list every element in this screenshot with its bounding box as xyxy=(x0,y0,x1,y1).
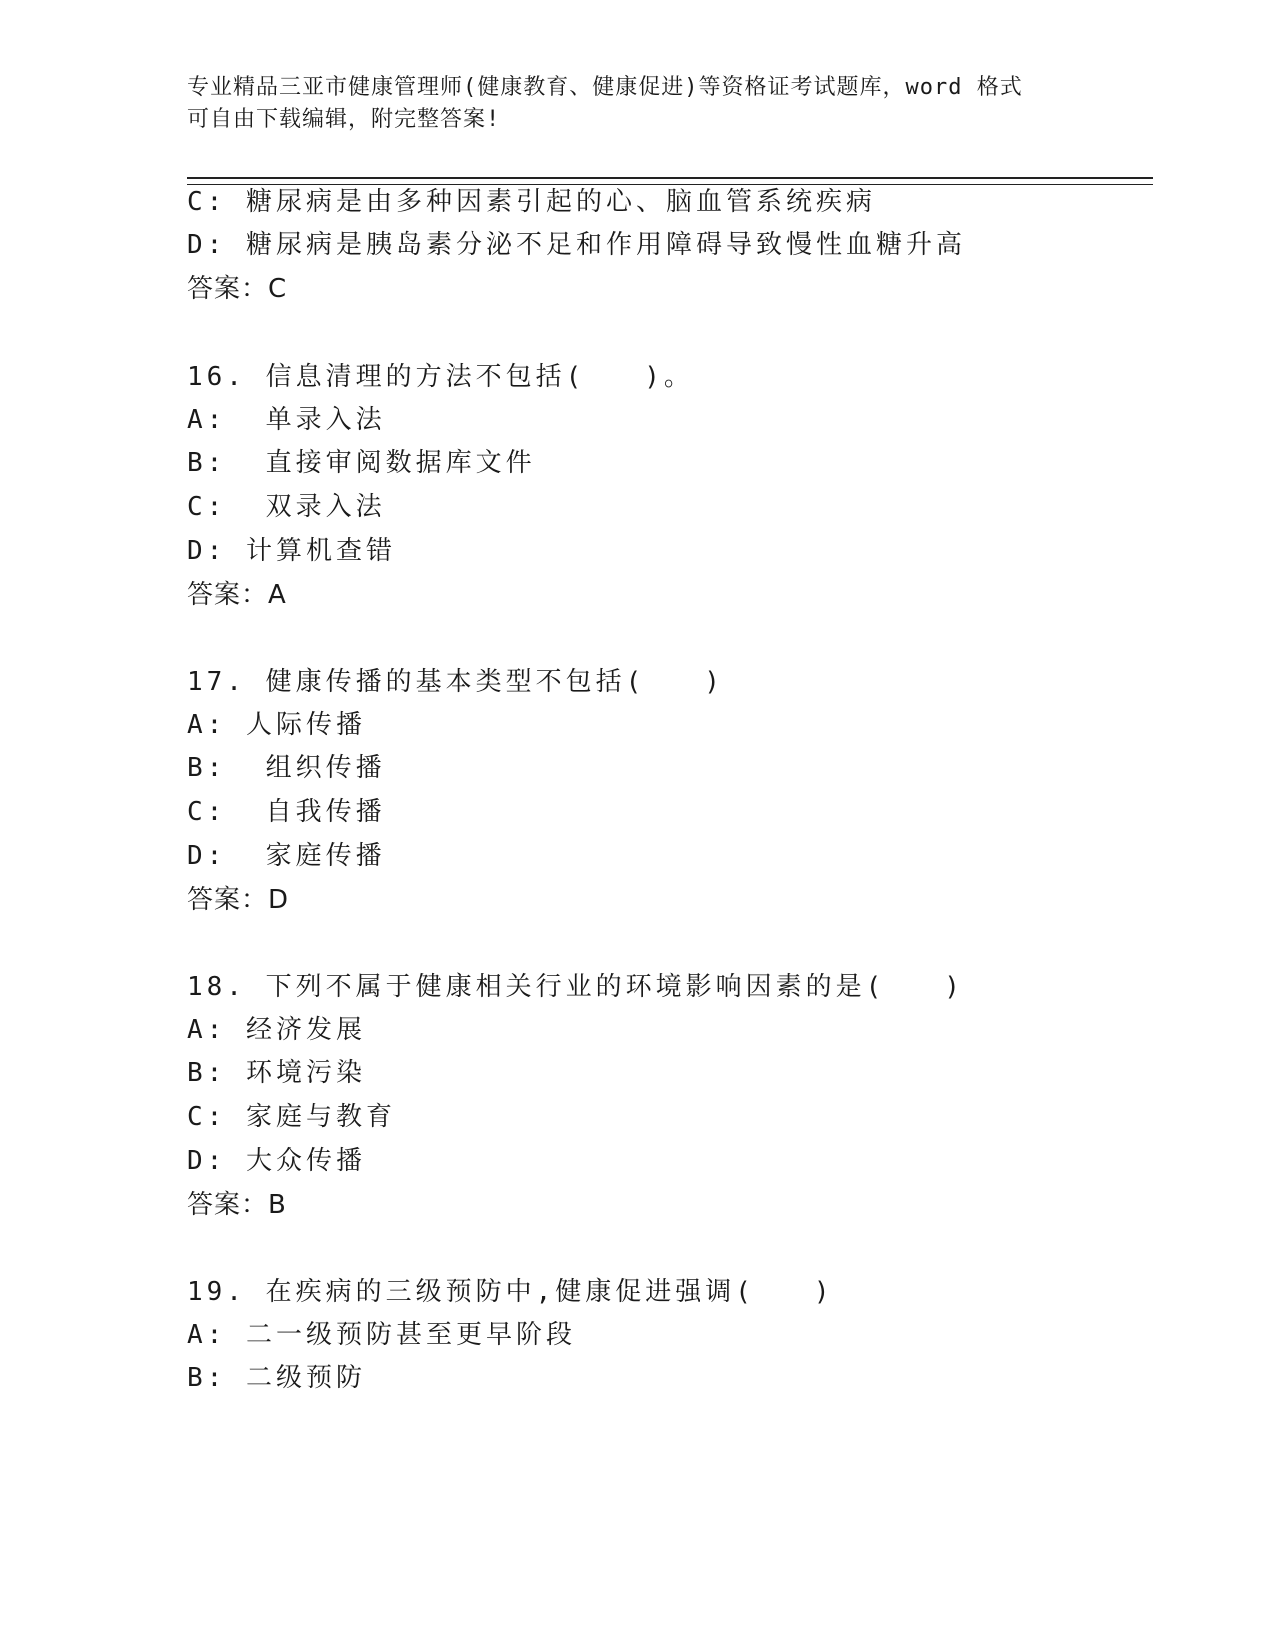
question-stem: 17. 健康传播的基本类型不包括( ) xyxy=(187,667,724,697)
answer-line: 答案：C xyxy=(187,274,288,304)
option-b: B: 环境污染 xyxy=(187,1058,366,1088)
header-title-line: 专业精品三亚市健康管理师(健康教育、健康促进)等资格证考试题库，word 格式 xyxy=(187,75,1023,100)
option-c: C: 糖尿病是由多种因素引起的心、脑血管系统疾病 xyxy=(187,187,876,217)
option-c: C: 自我传播 xyxy=(187,797,386,827)
question-stem: 16. 信息清理的方法不包括( )。 xyxy=(187,362,694,392)
option-b: B: 组织传播 xyxy=(187,753,386,783)
option-c: C: 双录入法 xyxy=(187,492,386,522)
option-a: A: 单录入法 xyxy=(187,405,386,435)
answer-line: 答案：A xyxy=(187,580,287,610)
answer-line: 答案：D xyxy=(187,885,290,915)
answer-line: 答案：B xyxy=(187,1190,287,1220)
page-header xyxy=(187,72,1067,136)
option-b: B: 直接审阅数据库文件 xyxy=(187,448,536,478)
question-stem: 19. 在疾病的三级预防中,健康促进强调( ) xyxy=(187,1277,834,1307)
option-b: B: 二级预防 xyxy=(187,1363,366,1393)
question-stem: 18. 下列不属于健康相关行业的环境影响因素的是( ) xyxy=(187,972,964,1002)
option-d: D: 糖尿病是胰岛素分泌不足和作用障碍导致慢性血糖升高 xyxy=(187,230,966,260)
option-a: A: 人际传播 xyxy=(187,710,366,740)
option-d: D: 家庭传播 xyxy=(187,841,386,871)
option-a: A: 二一级预防甚至更早阶段 xyxy=(187,1320,576,1350)
header-divider xyxy=(187,177,1153,185)
option-d: D: 计算机查错 xyxy=(187,536,396,566)
option-a: A: 经济发展 xyxy=(187,1015,366,1045)
option-d: D: 大众传播 xyxy=(187,1146,366,1176)
option-c: C: 家庭与教育 xyxy=(187,1102,396,1132)
header-subtitle-line: 可自由下载编辑，附完整答案! xyxy=(187,107,501,132)
